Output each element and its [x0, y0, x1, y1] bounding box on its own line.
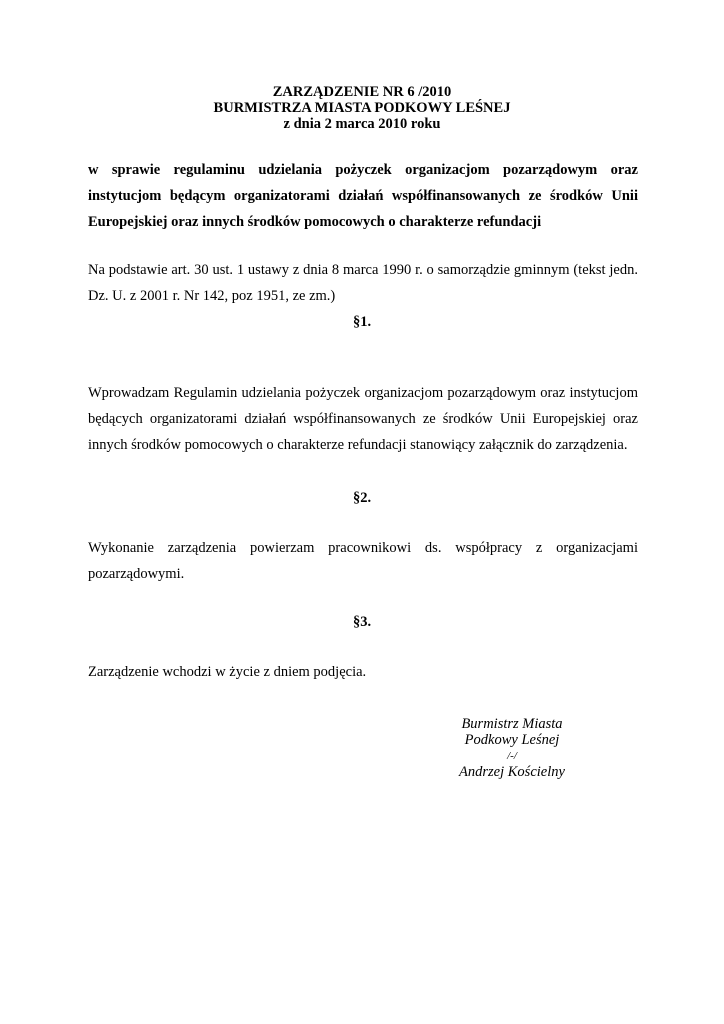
section-1-text: Wprowadzam Regulamin udzielania pożyczek organizacjom pozarządowym oraz instytucjom będących organizatorami działań współfinansowanych ze środków Unii Europejskiej oraz innych środków pomocowych o charakterze refundacji stanowiący załącznik do zarządzenia. — [88, 385, 638, 453]
signature-name: Andrzej Kościelny — [459, 764, 565, 780]
signature-mark: /-/ — [507, 750, 517, 762]
signature-block — [432, 716, 592, 780]
document-header — [0, 84, 724, 132]
date-line: z dnia 2 marca 2010 roku — [283, 116, 441, 132]
section-2-heading: §2. — [352, 490, 372, 506]
signature-title: Burmistrz Miasta — [461, 716, 563, 732]
title-line-1: ZARZĄDZENIE NR 6 /2010 — [272, 84, 452, 100]
section-3-text: Zarządzenie wchodzi w życie z dniem podjęcia. — [88, 664, 367, 680]
legal-basis-paragraph: Na podstawie art. 30 ust. 1 ustawy z dnia 8 marca 1990 r. o samorządzie gminnym (tekst jedn. Dz. U. z 2001 r. Nr 142, poz 1951, ze zm.) — [88, 262, 638, 304]
subject-paragraph: w sprawie regulaminu udzielania pożyczek organizacjom pozarządowym oraz instytucjom będącym organizatorami działań współfinansowanych ze środków Unii Europejskiej oraz innych środków pomocowych o charakterze refundacji — [88, 162, 638, 230]
section-1-heading: §1. — [352, 314, 372, 330]
section-2-text: Wykonanie zarządzenia powierzam pracownikowi ds. współpracy z organizacjami pozarządowymi. — [88, 540, 638, 582]
title-line-2: BURMISTRZA MIASTA PODKOWY LEŚNEJ — [213, 100, 511, 116]
section-3-heading: §3. — [352, 614, 372, 630]
signature-office: Podkowy Leśnej — [464, 732, 560, 748]
